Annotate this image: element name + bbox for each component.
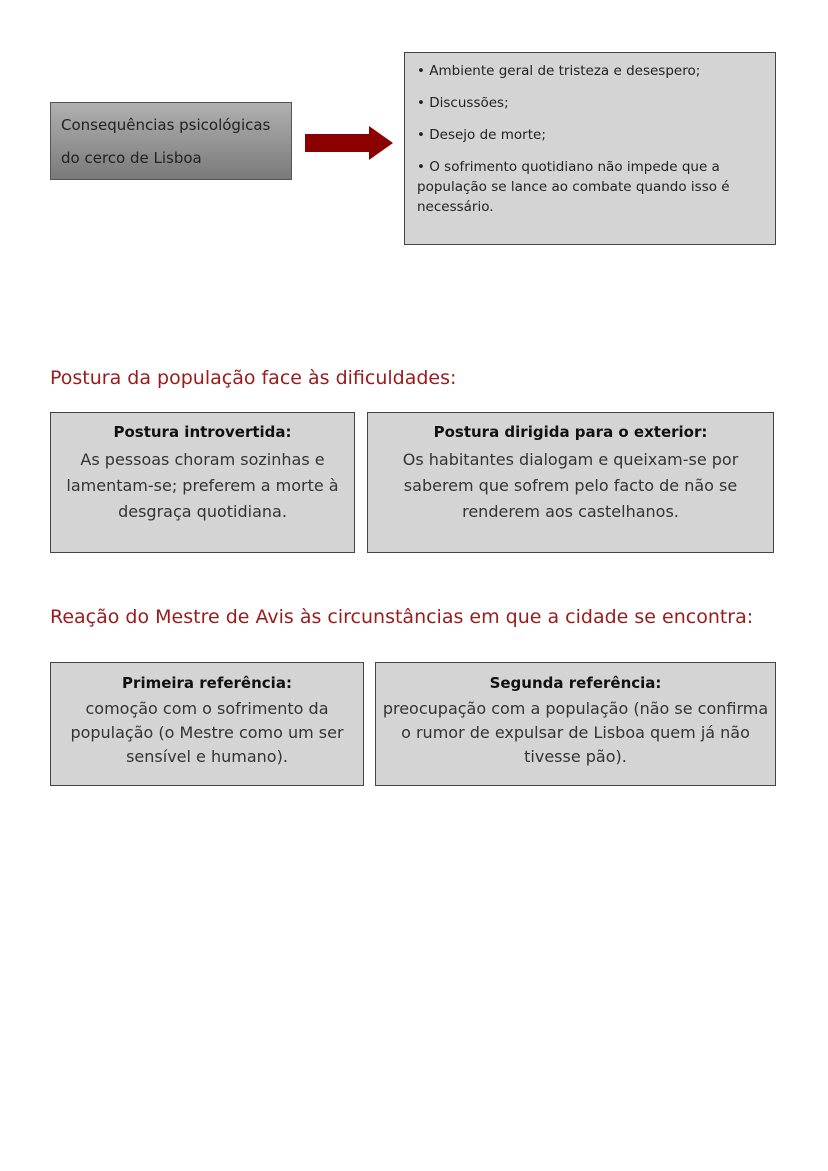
source-box (50, 102, 292, 180)
box-text: Os habitantes dialogam e queixam-se por saberem que sofrem pelo facto de não se renderem aos castelhanos. (402, 450, 739, 521)
box-title: Postura dirigida para o exterior: (433, 423, 708, 441)
box-primeira-referencia (50, 662, 364, 786)
box-text: As pessoas choram sozinhas e lamentam-se; preferem a morte à desgraça quotidiana. (66, 450, 339, 521)
list-item: • Desejo de morte; (417, 127, 546, 143)
list-item: • O sofrimento quotidiano não impede que a população se lance ao combate quando isso é necessário. (417, 159, 730, 215)
section-heading-postura: Postura da população face às dificuldades: (50, 367, 457, 389)
consequences-list (404, 52, 776, 245)
source-box-line1: Consequências psicológicas (61, 116, 271, 134)
box-title: Segunda referência: (489, 674, 662, 692)
section-heading-reacao: Reação do Mestre de Avis às circunstâncias em que a cidade se encontra: (50, 606, 754, 628)
source-box-line2: do cerco de Lisboa (61, 149, 202, 167)
box-text: preocupação com a população (não se confirma o rumor de expulsar de Lisboa quem já não tivesse pão). (382, 699, 769, 766)
right-arrow-icon (305, 126, 393, 160)
list-item: • Ambiente geral de tristeza e desespero; (417, 63, 701, 79)
box-postura-exterior (367, 412, 774, 553)
box-title: Postura introvertida: (113, 423, 292, 441)
box-segunda-referencia (375, 662, 776, 786)
list-item: • Discussões; (417, 95, 509, 111)
box-text: comoção com o sofrimento da população (o Mestre como um ser sensível e humano). (70, 699, 344, 766)
box-title: Primeira referência: (122, 674, 292, 692)
box-postura-introvertida (50, 412, 355, 553)
